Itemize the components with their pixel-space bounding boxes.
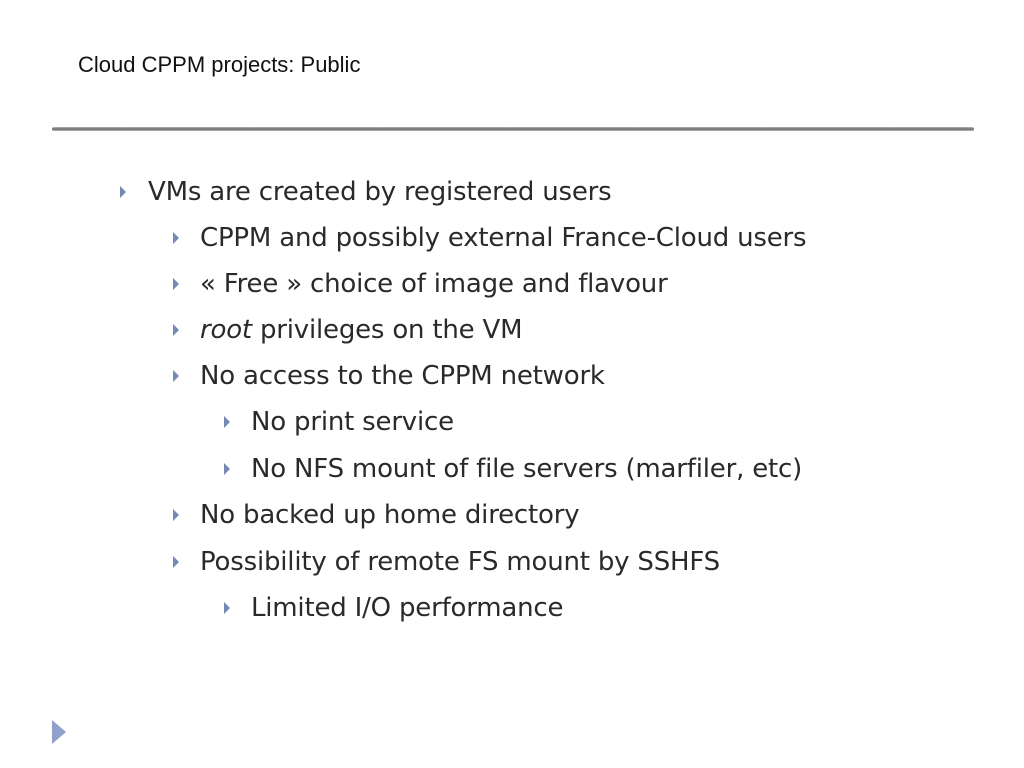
bullet-italic-word: root	[200, 315, 252, 345]
bullet-text: No backed up home directory	[200, 500, 580, 530]
bullet-arrow-icon	[224, 463, 230, 475]
bullet-text: No print service	[251, 407, 454, 437]
bullet-text: Possibility of remote FS mount by SSHFS	[200, 547, 720, 577]
bullet-arrow-icon	[120, 186, 126, 198]
bullet-text	[200, 308, 522, 352]
bullet-text: Limited I/O performance	[251, 593, 564, 623]
bullet-text: VMs are created by registered users	[148, 177, 612, 207]
bullet-arrow-icon	[173, 370, 179, 382]
bullet-text: « Free » choice of image and flavour	[200, 269, 668, 299]
bullet-text: CPPM and possibly external France-Cloud users	[200, 223, 807, 253]
bullet-arrow-icon	[173, 324, 179, 336]
bullet-text: No NFS mount of file servers (marfiler, etc)	[251, 454, 803, 484]
slide-title: Cloud CPPM projects: Public	[78, 52, 361, 77]
bullet-arrow-icon	[173, 232, 179, 244]
bullet-arrow-icon	[173, 278, 179, 290]
bullet-arrow-icon	[173, 509, 179, 521]
bullet-arrow-icon	[224, 416, 230, 428]
title-divider	[52, 127, 974, 131]
bullet-text: No access to the CPPM network	[200, 361, 605, 391]
bullet-arrow-icon	[173, 556, 179, 568]
triangle-right-icon[interactable]	[52, 720, 66, 744]
bullet-text-rest: privileges on the VM	[251, 315, 523, 345]
bullet-arrow-icon	[224, 602, 230, 614]
